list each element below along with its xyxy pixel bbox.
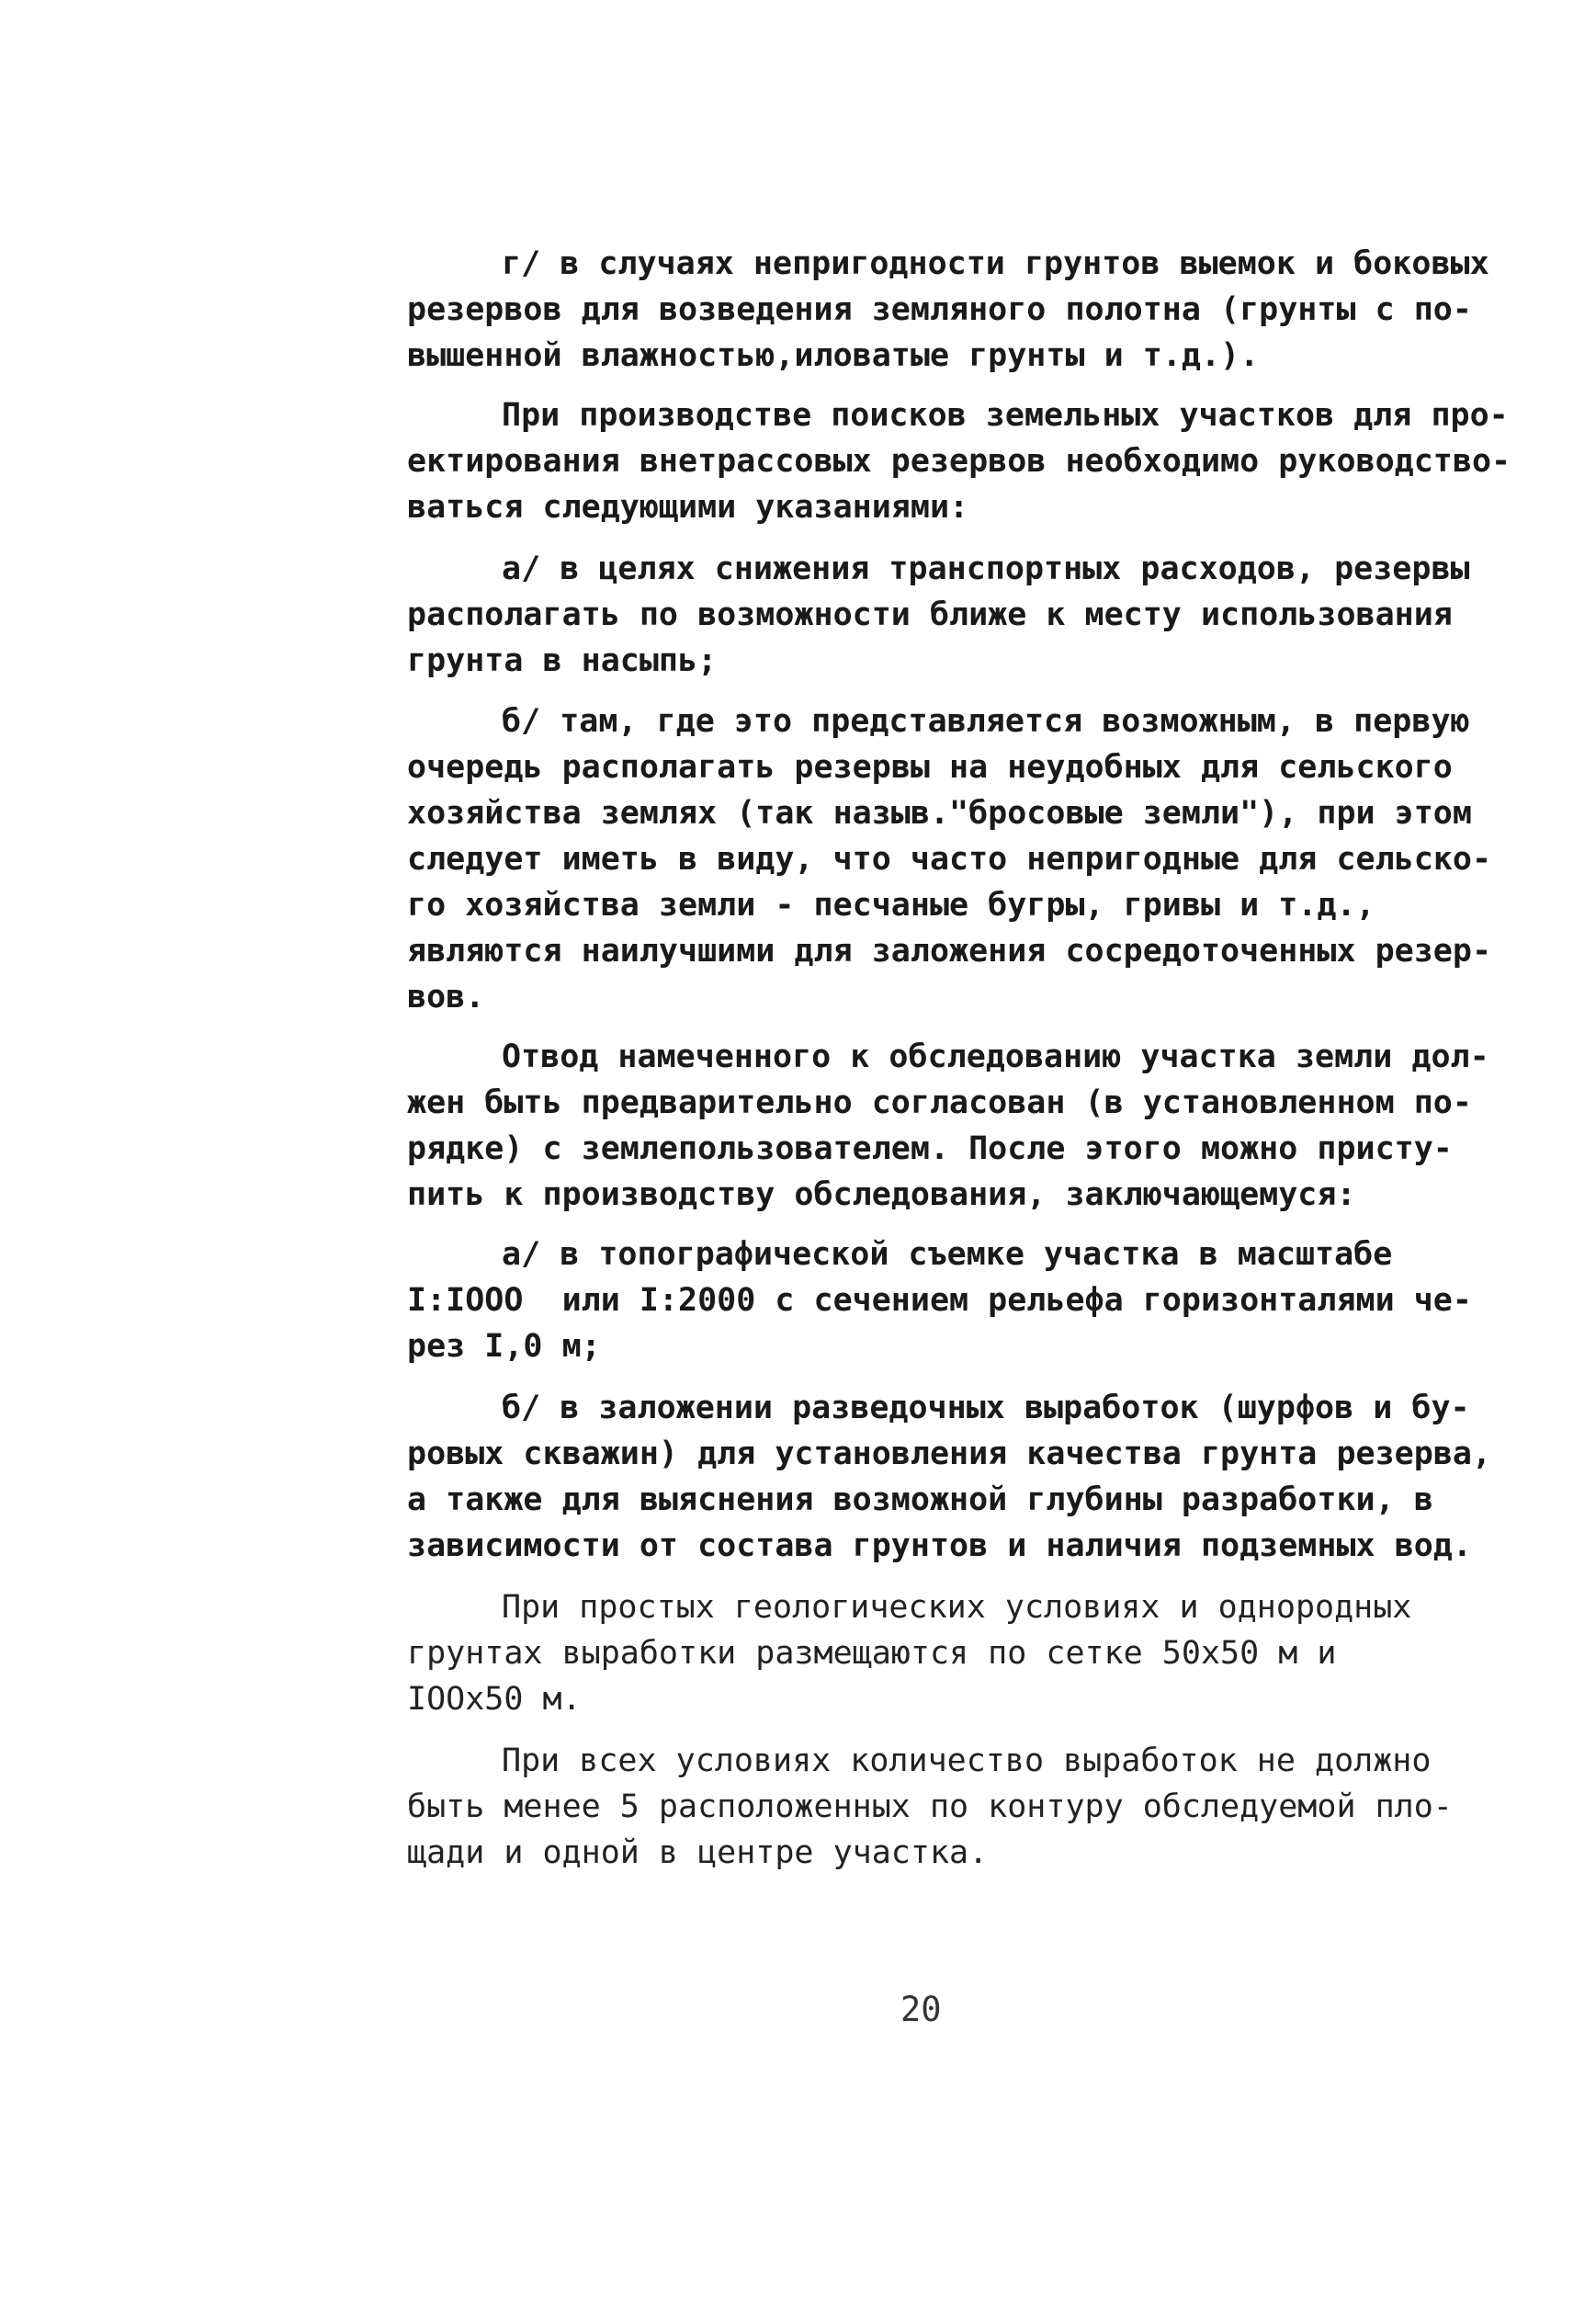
text-line: пить к производству обследования, заключающемуся: bbox=[407, 1176, 1356, 1213]
text-line: вов. bbox=[407, 979, 485, 1016]
text-line: рез I,0 м; bbox=[407, 1328, 601, 1365]
text-line: грунта в насыпь; bbox=[407, 642, 718, 679]
text-line: являются наилучшими для заложения сосредоточенных резер- bbox=[407, 933, 1492, 970]
text-line: вышенной влажностью,иловатые грунты и т.д.). bbox=[407, 337, 1260, 374]
text-line: грунтах выработки размещаются по сетке 50х50 м и bbox=[407, 1635, 1337, 1672]
text-line: Отвод намеченного к обследованию участка земли дол- bbox=[502, 1038, 1489, 1075]
text-line: При производстве поисков земельных участков для про- bbox=[502, 397, 1509, 434]
text-line: IOOх50 м. bbox=[407, 1681, 582, 1718]
text-line: б/ в заложении разведочных выработок (шурфов и бу- bbox=[502, 1390, 1470, 1426]
text-line: располагать по возможности ближе к месту использования bbox=[407, 596, 1453, 633]
text-line: а/ в целях снижения транспортных расходов, резервы bbox=[502, 550, 1470, 587]
text-line: щади и одной в центре участка. bbox=[407, 1834, 989, 1871]
text-line: ровых скважин) для установления качества грунта резерва, bbox=[407, 1436, 1492, 1472]
text-line: очередь располагать резервы на неудобных для сельского bbox=[407, 749, 1453, 786]
text-line: резервов для возведения земляного полотна (грунты с по- bbox=[407, 291, 1472, 328]
text-line: быть менее 5 расположенных по контуру обследуемой пло- bbox=[407, 1788, 1453, 1825]
text-line: рядке) с землепользователем. После этого можно присту- bbox=[407, 1130, 1453, 1167]
text-line: а также для выяснения возможной глубины разработки, в bbox=[407, 1481, 1433, 1518]
text-line: зависимости от состава грунтов и наличия подземных вод. bbox=[407, 1527, 1472, 1564]
text-line: ваться следующими указаниями: bbox=[407, 489, 969, 526]
text-line: г/ в случаях непригодности грунтов выемок и боковых bbox=[502, 245, 1489, 282]
text-line: ектирования внетрассовых резервов необходимо руководство- bbox=[407, 443, 1511, 480]
text-line: При простых геологических условиях и однородных bbox=[502, 1589, 1412, 1626]
text-line: жен быть предварительно согласован (в установленном по- bbox=[407, 1084, 1472, 1121]
page-number: 20 bbox=[900, 1990, 942, 2029]
text-line: следует иметь в виду, что часто непригодные для сельско- bbox=[407, 841, 1492, 878]
text-line: го хозяйства земли - песчаные бугры, гривы и т.д., bbox=[407, 887, 1375, 924]
text-line: хозяйства землях (так назыв."бросовые земли"), при этом bbox=[407, 795, 1472, 832]
text-line: При всех условиях количество выработок не должно bbox=[502, 1742, 1432, 1779]
text-line: б/ там, где это представляется возможным, в первую bbox=[502, 703, 1470, 740]
text-line: а/ в топографической съемке участка в масштабе bbox=[502, 1236, 1393, 1273]
text-line: I:IOOO или I:2000 с сечением рельефа горизонталями че- bbox=[407, 1282, 1472, 1319]
